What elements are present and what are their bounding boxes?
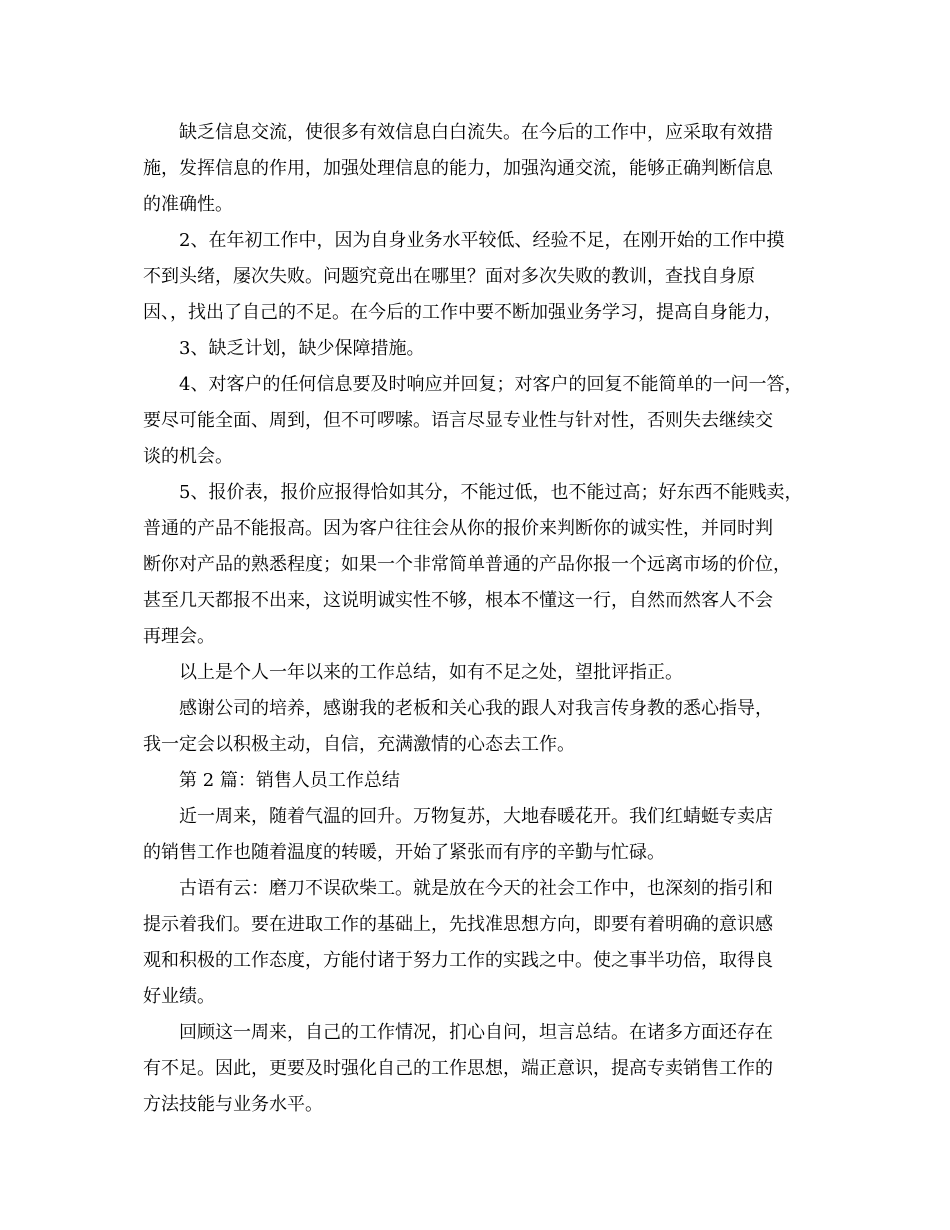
text-line: 好业绩。: [143, 986, 215, 1007]
text-line: 方法技能与业务水平。: [143, 1094, 323, 1115]
text-line: 观和积极的工作态度，方能付诸于努力工作的实践之中。使之事半功倍，取得良: [143, 950, 773, 971]
text-line: 以上是个人一年以来的工作总结，如有不足之处，望批评指正。: [179, 662, 683, 683]
document-body: [143, 115, 813, 1123]
text-line: 要尽可能全面、周到，但不可啰嗦。语言尽显专业性与针对性，否则失去继续交: [143, 410, 773, 431]
text-line: 缺乏信息交流，使很多有效信息白白流失。在今后的工作中，应采取有效措: [179, 122, 773, 143]
section-heading: 第 2 篇：销售人员工作总结: [179, 770, 400, 791]
text-line: 不到头绪，屡次失败。问题究竟出在哪里？面对多次失败的教训，查找自身原: [143, 266, 755, 287]
text-line: 再理会。: [143, 626, 215, 647]
text-line: 回顾这一周来，自己的工作情况，扪心自问，坦言总结。在诸多方面还存在: [179, 1022, 773, 1043]
text-line: 谈的机会。: [143, 446, 233, 467]
text-line: 断你对产品的熟悉程度；如果一个非常简单普通的产品你报一个远离市场的价位，: [143, 554, 791, 575]
text-line: 提示着我们。要在进取工作的基础上，先找准思想方向，即要有着明确的意识感: [143, 914, 773, 935]
text-line: 的销售工作也随着温度的转暖，开始了紧张而有序的辛勤与忙碌。: [143, 842, 665, 863]
text-line: 甚至几天都报不出来，这说明诚实性不够，根本不懂这一行，自然而然客人不会: [143, 590, 773, 611]
text-line: 5、报价表，报价应报得恰如其分，不能过低，也不能过高；好东西不能贱卖，: [179, 482, 803, 503]
text-line: 古语有云：磨刀不误砍柴工。就是放在今天的社会工作中，也深刻的指引和: [179, 878, 773, 899]
text-line: 4、对客户的任何信息要及时响应并回复；对客户的回复不能简单的一问一答，: [179, 374, 803, 395]
text-line: 的准确性。: [143, 194, 233, 215]
text-line: 普通的产品不能报高。因为客户往往会从你的报价来判断你的诚实性，并同时判: [143, 518, 773, 539]
text-line: 因、，找出了自己的不足。在今后的工作中要不断加强业务学习，提高自身能力，: [143, 302, 782, 323]
text-line: 近一周来，随着气温的回升。万物复苏，大地春暖花开。我们红蜻蜓专卖店: [179, 806, 773, 827]
text-line: 施，发挥信息的作用，加强处理信息的能力，加强沟通交流，能够正确判断信息: [143, 158, 773, 179]
text-line: 3、缺乏计划，缺少保障措施。: [179, 338, 425, 359]
text-line: 我一定会以积极主动，自信，充满激情的心态去工作。: [143, 734, 575, 755]
text-line: 有不足。因此，更要及时强化自己的工作思想，端正意识，提高专卖销售工作的: [143, 1058, 773, 1079]
text-line: 2、在年初工作中，因为自身业务水平较低、经验不足，在刚开始的工作中摸: [179, 230, 785, 251]
text-line: 感谢公司的培养，感谢我的老板和关心我的跟人对我言传身教的悉心指导，: [179, 698, 773, 719]
